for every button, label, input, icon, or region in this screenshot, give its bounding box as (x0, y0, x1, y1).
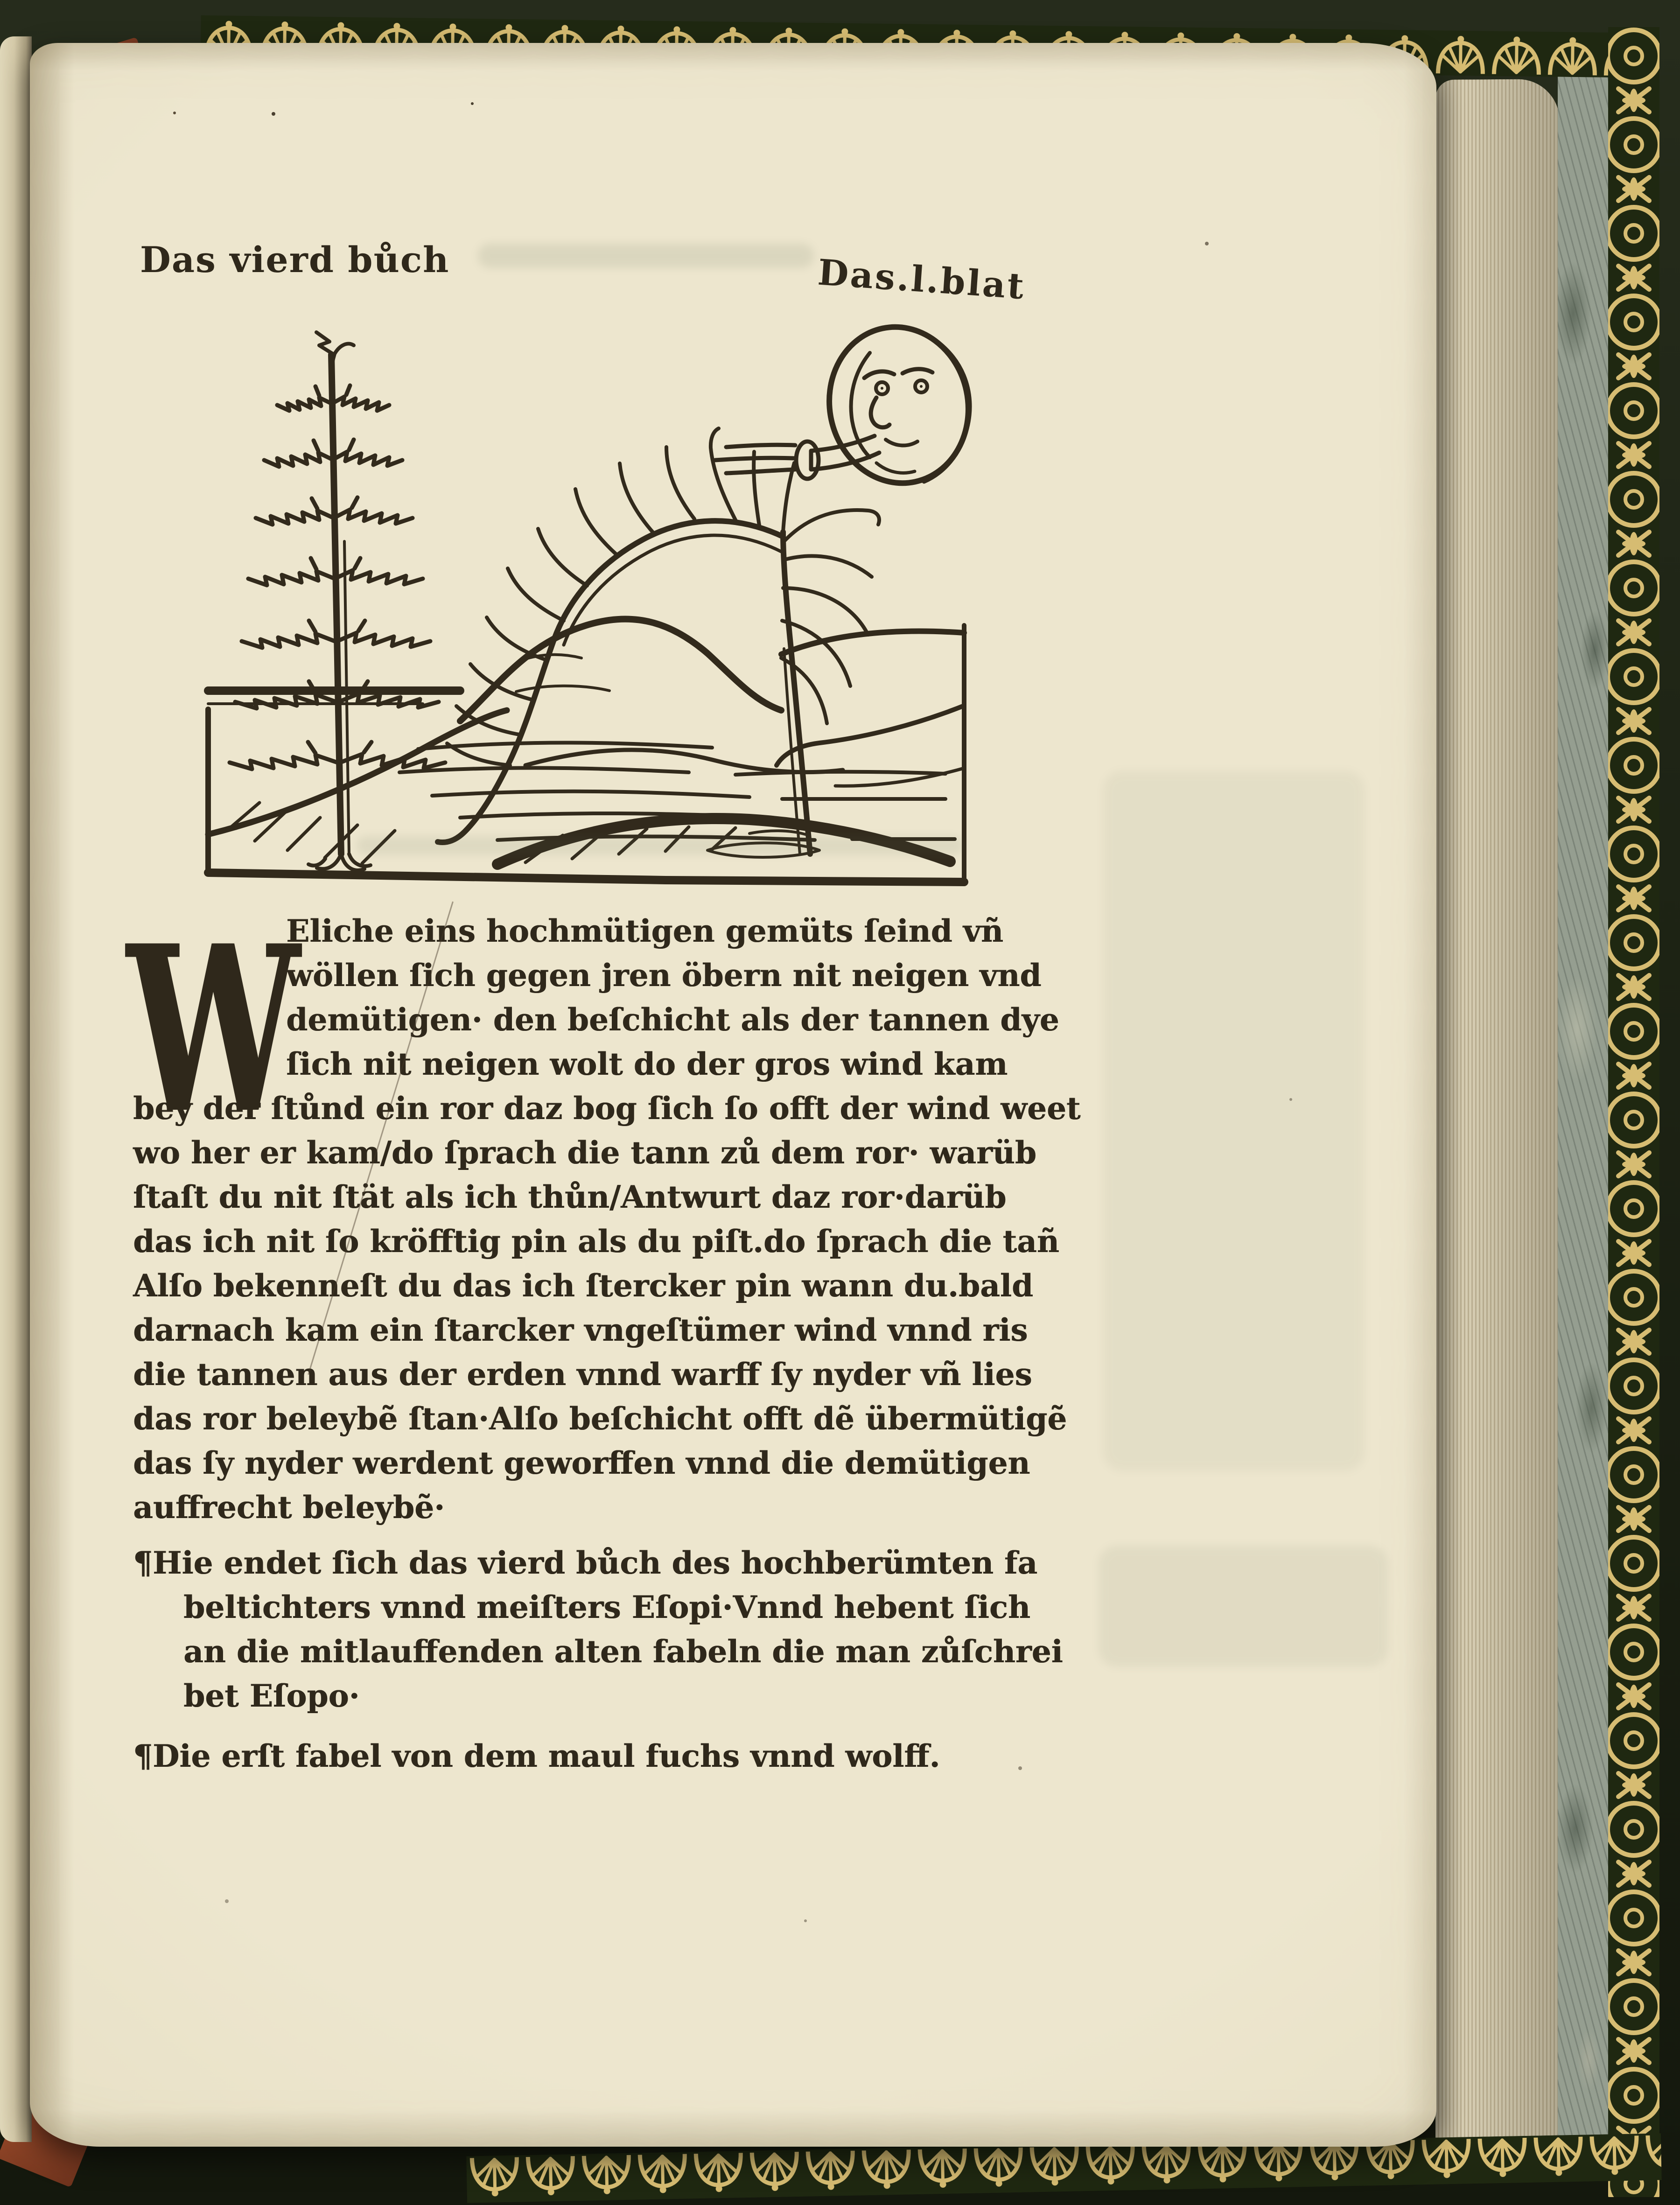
text-line: wo her er kam/do ſprach die tann zů dem ror· warüb (133, 1134, 1036, 1171)
text-line: an die mitlauffenden alten fabeln die man zůſchrei (183, 1633, 1063, 1670)
page-fore-edge (1435, 79, 1560, 2152)
text-line: das ich nit ſo kröfftig pin als du piſt.do ſprach die tañ (133, 1223, 1059, 1260)
gilt-binding-border-right (1608, 27, 1659, 2197)
running-title: Das vierd bůch (140, 239, 450, 280)
drop-cap-initial: W (126, 896, 299, 1164)
woodcut-illustration (199, 299, 973, 887)
show-through-smudge (1103, 771, 1365, 1471)
show-through-smudge (1099, 1546, 1388, 1667)
text-line: beltichters vnnd meiſters Eſopi·Vnnd hebent ſich (183, 1589, 1030, 1625)
text-line: wöllen ſich gegen jren öbern nit neigen vnd (286, 957, 1042, 994)
show-through-smudge (478, 244, 814, 268)
circle-chain-pattern-icon (1608, 27, 1659, 2197)
book-page (30, 43, 1436, 2147)
text-line: darnach kam ein ſtarcker vngeſtümer wind vnnd ris (133, 1312, 1028, 1348)
text-line: bey der ſtůnd ein ror daz bog ſich ſo offt der wind weet (133, 1090, 1081, 1127)
text-line: bet Eſopo· (183, 1678, 360, 1714)
text-line: ſtaſt du nit ſtät als ich thůn/Antwurt daz ror·darüb (133, 1179, 1007, 1215)
text-line: ¶Hie endet ſich das vierd bůch des hochberümten fa (133, 1545, 1038, 1581)
fable-rubric: ¶Die erſt fabel von dem maul fuchs vnnd wolff. (133, 1738, 940, 1774)
folio-number: Das.l.blat (816, 251, 1027, 308)
text-line: auffrecht beleybẽ· (133, 1489, 445, 1526)
text-line: Alſo bekenneſt du das ich ſtercker pin wann du.bald (133, 1267, 1033, 1304)
show-through-smudge (357, 836, 963, 855)
text-line: Eliche eins hochmütigen gemüts ſeind vñ (286, 913, 1003, 949)
text-block (126, 896, 1094, 1778)
text-line: das ror beleybẽ ſtan·Alſo beſchicht offt dẽ übermütigẽ (133, 1400, 1067, 1437)
marbled-endpaper (1558, 61, 1609, 2165)
text-line: demütigen· den beſchicht als der tannen dye (286, 1001, 1059, 1038)
fir-tree-icon (230, 332, 445, 870)
ink-specks (30, 43, 32, 45)
text-line: das ſy nyder werdent geworffen vnnd die demütigen (133, 1445, 1030, 1481)
text-line: die tannen aus der erden vnnd warff ſy nyder vñ lies (133, 1356, 1032, 1393)
colophon (133, 1541, 1094, 1718)
hill-icon (208, 619, 964, 786)
facing-page-edge (0, 36, 32, 2142)
text-line: ſich nit neigen wolt do der gros wind kam (286, 1046, 1008, 1082)
